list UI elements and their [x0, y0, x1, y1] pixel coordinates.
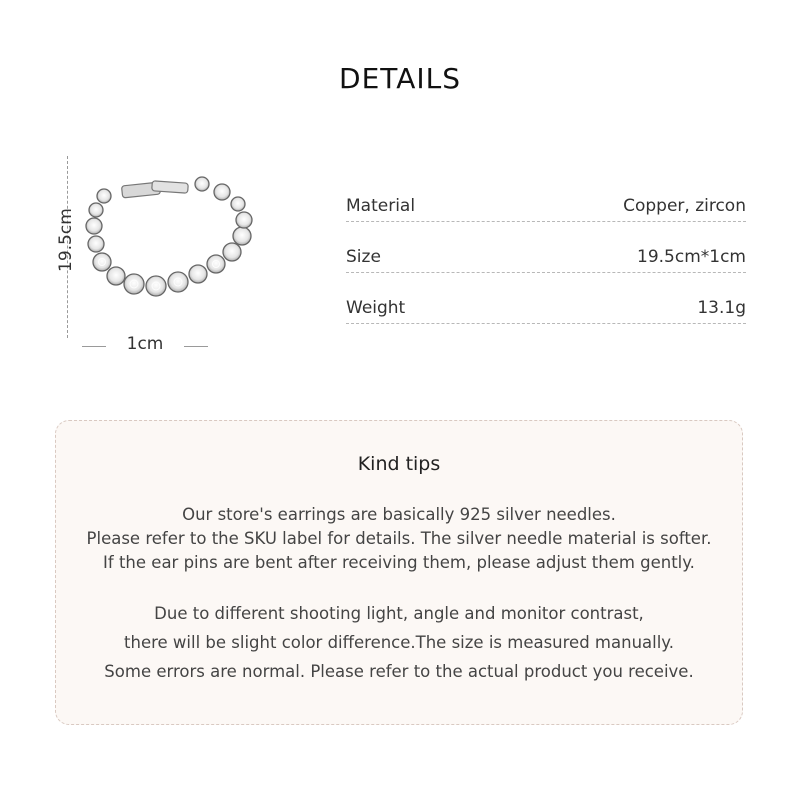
height-dimension-label: 19.5cm: [56, 208, 76, 272]
tips-paragraph-1: [56, 503, 742, 575]
spec-label: Material: [346, 196, 416, 216]
spec-value: 19.5cm*1cm: [637, 247, 746, 267]
spec-row-size: [346, 239, 746, 273]
spec-row-weight: [346, 290, 746, 324]
spec-label: Size: [346, 247, 381, 267]
tips-line: Due to different shooting light, angle and monitor contrast,: [154, 604, 644, 623]
tips-line: Some errors are normal. Please refer to the actual product you receive.: [104, 662, 694, 681]
spec-row-material: [346, 188, 746, 222]
width-dimension-line-left: [82, 346, 106, 347]
specs-table: [346, 188, 746, 341]
kind-tips-box: [55, 420, 743, 725]
tips-line: Please refer to the SKU label for details. The silver needle material is softer.: [86, 529, 712, 548]
tips-line: If the ear pins are bent after receiving them, please adjust them gently.: [103, 553, 695, 572]
heart-bracelet-icon: [82, 172, 262, 312]
width-dimension-line-right: [184, 346, 208, 347]
tips-line: there will be slight color difference.The size is measured manually.: [124, 633, 674, 652]
tips-paragraph-2: [56, 599, 742, 686]
width-dimension-label: 1cm: [126, 334, 164, 354]
spec-label: Weight: [346, 298, 406, 318]
tips-title: Kind tips: [357, 453, 441, 475]
tips-line: Our store's earrings are basically 925 silver needles.: [182, 505, 616, 524]
spec-value: Copper, zircon: [623, 196, 746, 216]
product-image-area: [50, 150, 280, 380]
page-title: DETAILS: [339, 62, 461, 95]
spec-value: 13.1g: [697, 298, 746, 318]
